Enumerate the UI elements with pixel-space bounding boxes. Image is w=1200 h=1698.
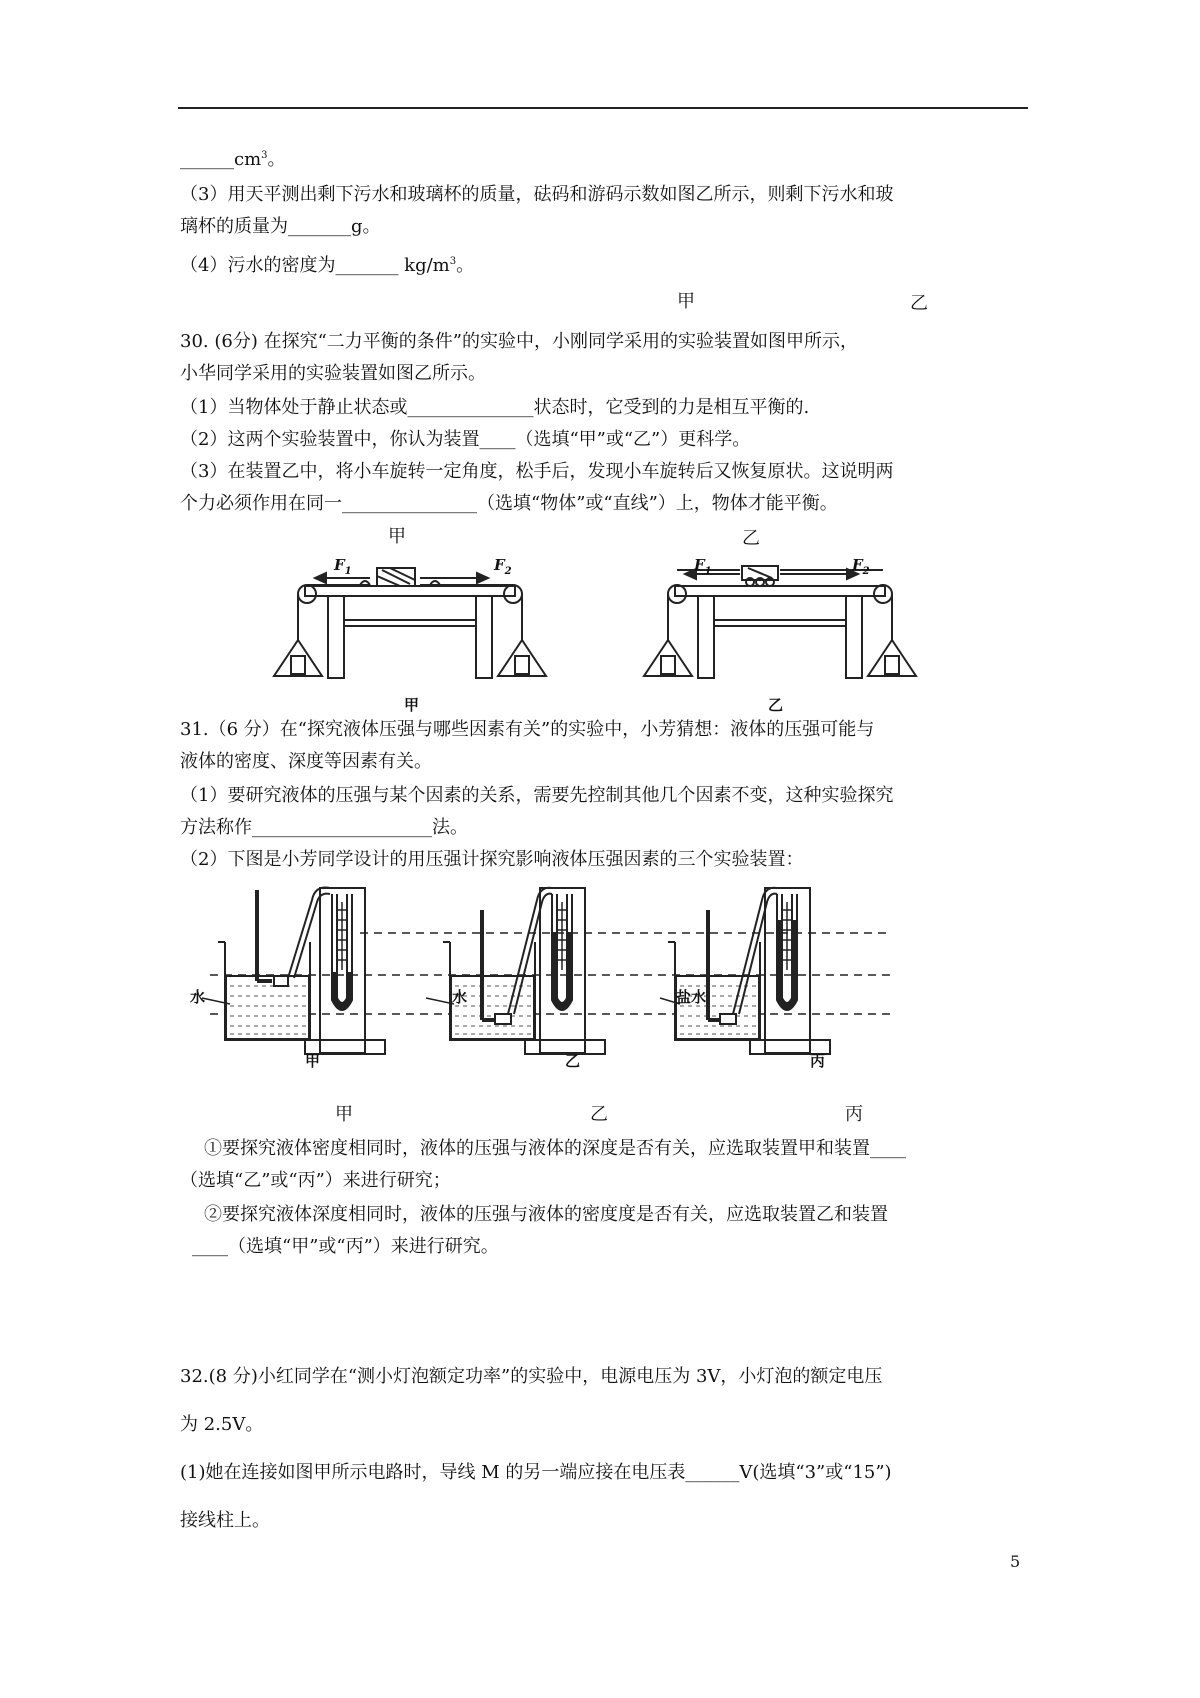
fig30-jia-f2-label: $F_2$ [494, 556, 512, 577]
q32-1-line2: 接线柱上。 [180, 1510, 270, 1531]
q29-3-line1: （3）用天平测出剩下污水和玻璃杯的质量，砝码和游码示数如图乙所示，则剩下污水和玻 [180, 184, 894, 205]
caption-jia-29: 甲 [677, 291, 695, 312]
caption-yi-29: 乙 [910, 293, 928, 314]
fig31-label-water-2: 水 [452, 988, 468, 1006]
fig31-label-water-1: 水 [190, 988, 206, 1006]
fig31-apparatus [190, 880, 910, 1055]
q32-stem-line2: 为 2.5V。 [180, 1414, 264, 1435]
q31-choice1-line1: ①要探究液体密度相同时，液体的压强与液体的深度是否有关，应选取装置甲和装置____ [204, 1138, 906, 1159]
fig30-yi-f1-label: $F_1$ [694, 556, 712, 577]
page-number: 5 [1010, 1552, 1021, 1571]
fig30-caption-jia: 甲 [404, 696, 420, 714]
fig30-title-jia: 甲 [388, 526, 406, 547]
q31-stem-line2: 液体的密度、深度等因素有关。 [180, 751, 432, 772]
fig30-jia-f1-label: $F_1$ [334, 556, 352, 577]
q31-stem-line1: 31.（6 分）在“探究液体压强与哪些因素有关”的实验中，小芳猜想：液体的压强可能与 [180, 719, 875, 740]
fig31-label-salt-water: 盐水 [676, 988, 707, 1006]
fig30-caption-yi: 乙 [768, 696, 784, 714]
q31-2: （2）下图是小芳同学设计的用压强计探究影响液体压强因素的三个实验装置： [180, 849, 804, 870]
q31-choice2-line1: ②要探究液体深度相同时，液体的压强与液体的密度度是否有关，应选取装置乙和装置 [204, 1204, 888, 1225]
q30-stem-line2: 小华同学采用的实验装置如图乙所示。 [180, 363, 486, 384]
caption-yi-31: 乙 [590, 1104, 608, 1125]
q31-1-line2: 方法称作____________________法。 [180, 817, 468, 838]
q30-3-line2: 个力必须作用在同一_______________（选填“物体”或“直线”）上，物体才能平衡。 [180, 493, 838, 514]
q32-stem-line1: 32.(8 分)小红同学在“测小灯泡额定功率”的实验中，电源电压为 3V，小灯泡的额定电压 [180, 1366, 883, 1387]
caption-bing-31: 丙 [845, 1104, 863, 1125]
caption-jia-31: 甲 [335, 1104, 353, 1125]
q29-3-line2: 璃杯的质量为_______g。 [180, 216, 381, 237]
q30-stem-line1: 30. (6分) 在探究“二力平衡的条件”的实验中，小刚同学采用的实验装置如图甲所示， [180, 331, 858, 352]
answer-line-volume: $\_\_\_\_\_\_cm^3$。 [180, 149, 286, 170]
q30-3-line1: （3）在装置乙中，将小车旋转一定角度，松手后，发现小车旋转后又恢复原状。这说明两 [180, 461, 894, 482]
fig31-caption-jia: 甲 [305, 1052, 321, 1070]
q30-2: （2）这两个实验装置中，你认为装置____（选填“甲”或“乙”）更科学。 [180, 429, 751, 450]
fig31-caption-bing: 丙 [810, 1052, 826, 1070]
q32-1-line1: (1)她在连接如图甲所示电路时，导线 M 的另一端应接在电压表______V(选填“3”或“15”) [180, 1462, 892, 1483]
fig30-title-yi: 乙 [742, 528, 760, 549]
q30-1: （1）当物体处于静止状态或______________状态时，它受到的力是相互平衡的. [180, 397, 810, 418]
fig31-caption-yi: 乙 [565, 1052, 581, 1070]
q31-choice1-line2: （选填“乙”或“丙”）来进行研究； [180, 1170, 451, 1191]
fig30-apparatus-jia [260, 548, 560, 678]
q29-4-line: （4）污水的密度为_______ $kg/m^3$。 [180, 255, 475, 276]
fig30-apparatus-yi [630, 548, 930, 678]
fig30-yi-f2-label: $F_2$ [852, 556, 870, 577]
q31-1-line1: （1）要研究液体的压强与某个因素的关系，需要先控制其他几个因素不变，这种实验探究 [180, 785, 894, 806]
q31-choice2-line2: ____（选填“甲”或“丙”）来进行研究。 [192, 1236, 499, 1257]
header-rule [178, 107, 1028, 109]
